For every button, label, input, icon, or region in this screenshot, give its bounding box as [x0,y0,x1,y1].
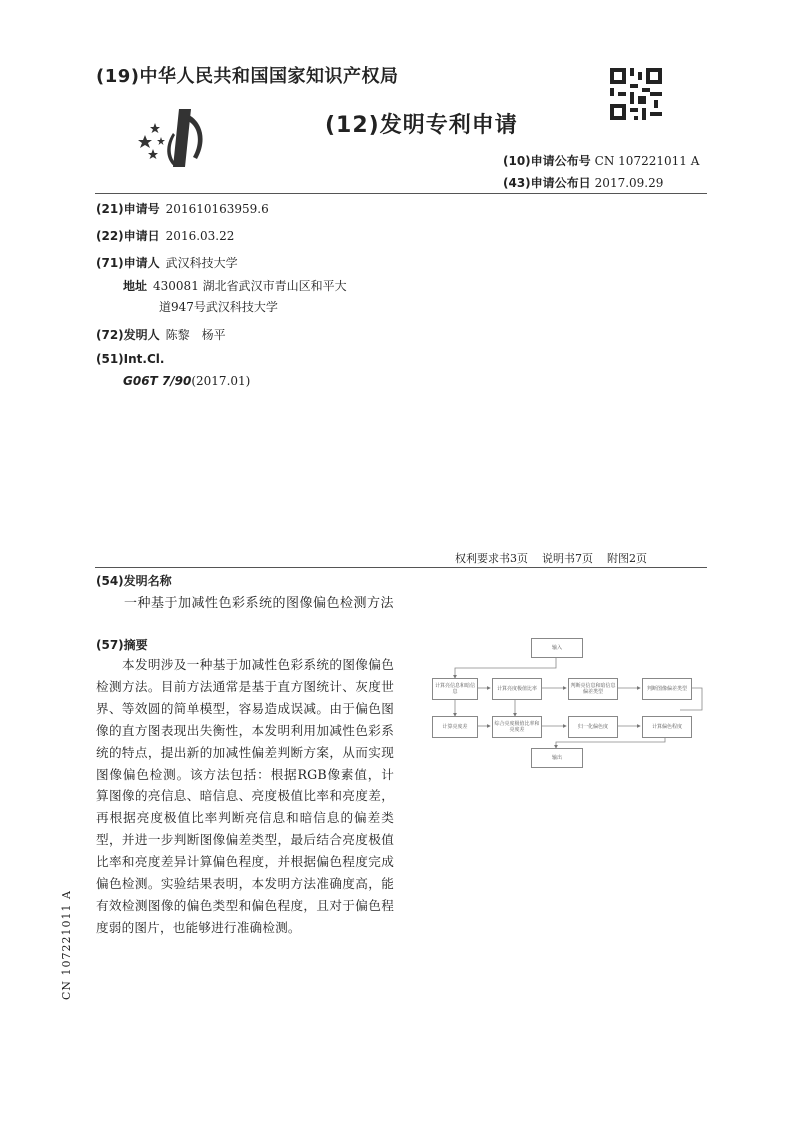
application-number: 201610163959.6 [165,202,269,216]
flow-box-light-dark-info: 计算亮信息和暗信息 [432,678,478,700]
publication-number-row [503,152,699,169]
flow-box-brightness-diff: 计算亮度差 [432,716,478,738]
abstract-text: 本发明涉及一种基于加减性色彩系统的图像偏色检测方法。目前方法通常是基于直方图统计、灰度世界、等效圆的简单模型，容易造成误减。由于偏色图像的直方图表现出失衡性，本发明利用加减性色彩系统的特点，提出新的加减性偏差判断方案，从而实现图像偏色检测。该方法包括：根据RGB像素值，计算图像的亮信息、暗信息、亮度极值比率和亮度差，再根据亮度极值比率判断亮信息和暗信息的偏差类型，并进一步判断图像偏差类型，最后结合亮度极值比率和亮度差异计算偏色程度，并根据偏色程度完成偏色检测。实验结果表明，本发明方法准确度高，能有效检测图像的偏色类型和偏色程度，且对于偏色程度弱的图片，也能够进行准确检测。 [96,657,394,935]
flow-box-input: 输入 [531,638,583,658]
intcl-label: (51)Int.Cl. [96,352,165,366]
publication-date: 2017.09.29 [594,176,664,190]
qr-code-icon [610,68,662,120]
flow-box-output: 输出 [531,748,583,768]
application-date-row [96,227,234,244]
cnipa-logo-icon [133,105,213,177]
applicant-label: (71)申请人 [96,256,160,270]
address-label: 地址 [123,279,148,293]
application-date-label: (22)申请日 [96,229,160,243]
drawing-pages: 附图2页 [607,552,647,565]
inventor-row [96,326,226,343]
address-line-2: 道947号武汉科技大学 [159,300,278,314]
address-line-1: 430081 湖北省武汉市青山区和平大 [153,279,347,293]
publication-date-label: (43)申请公布日 [503,176,591,190]
publication-number: CN 107221011 A [594,154,700,168]
publication-type: (12)发明专利申请 [325,113,518,138]
abstract-figure [420,630,710,770]
inventor: 陈黎 杨平 [165,328,226,342]
header-divider [95,193,707,194]
abstract-label: (57)摘要 [96,638,148,652]
address-row [123,277,347,294]
publication-number-label: (10)申请公布号 [503,154,591,168]
intcl-row [96,352,164,366]
page-counts [455,550,661,566]
publication-date-row [503,174,663,191]
patent-office-name: (19)中华人民共和国国家知识产权局 [96,66,399,87]
counts-divider [95,567,707,568]
application-number-row [96,200,269,217]
flow-box-normalize: 归一化偏色度 [568,716,618,738]
application-number-label: (21)申请号 [96,202,160,216]
inventor-label: (72)发明人 [96,328,160,342]
description-pages: 说明书7页 [542,552,593,565]
title-label: (54)发明名称 [96,574,172,588]
flow-box-cast-degree: 计算偏色程度 [642,716,692,738]
intcl-version: (2017.01) [191,374,251,388]
intcl-code-row [123,374,250,388]
applicant: 武汉科技大学 [165,256,238,270]
flow-box-image-deviation: 判断图像偏差类型 [642,678,692,700]
claims-pages: 权利要求书3页 [455,552,528,565]
invention-title: 一种基于加减性色彩系统的图像偏色检测方法 [124,596,395,611]
application-date: 2016.03.22 [165,229,235,243]
flow-box-combine: 综合亮度极值比率和亮度差 [492,716,542,738]
address-line-2-row [159,298,278,315]
side-publication-code: CN 107221011 A [60,890,73,1000]
flow-box-extreme-ratio: 计算亮度极值比率 [492,678,542,700]
applicant-row [96,254,238,271]
flow-box-deviation-type: 判断亮信息和暗信息偏差类型 [568,678,618,700]
intcl-code: G06T 7/90 [123,374,192,388]
